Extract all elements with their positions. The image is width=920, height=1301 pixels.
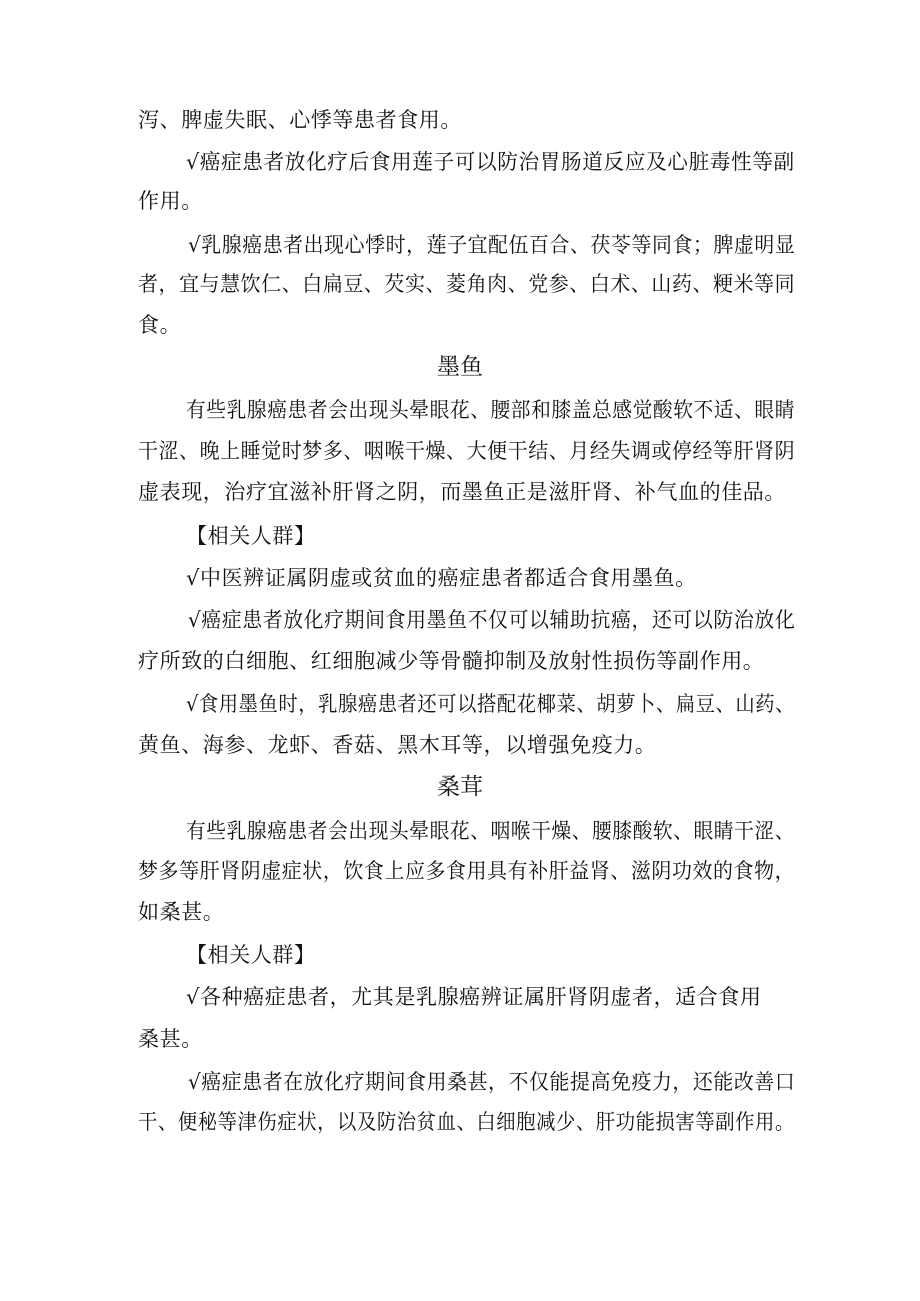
moyu-paragraph-line-3: 虚表现，治疗宜滋补肝肾之阴，而墨鱼正是滋肝肾、补气血的佳品。 xyxy=(138,480,786,504)
moyu-item-3-line-2: 黄鱼、海参、龙虾、香菇、黑木耳等，以增强免疫力。 xyxy=(138,733,657,757)
intro-line-3: 作用。 xyxy=(138,189,203,213)
sangren-item-1-line-2: 桑甚。 xyxy=(138,1027,203,1051)
intro-line-2: √癌症患者放化疗后食用莲子可以防治胃肠道反应及心脏毒性等副 xyxy=(186,150,795,174)
moyu-item-2-line-1: √癌症患者放化疗期间食用墨鱼不仅可以辅助抗癌，还可以防治放化 xyxy=(188,608,796,632)
section-title-sangren: 桑茸 xyxy=(437,774,483,800)
moyu-paragraph-line-1: 有些乳腺癌患者会出现头晕眼花、腰部和膝盖总感觉酸软不适、眼睛 xyxy=(186,398,795,422)
sangren-paragraph-line-2: 梦多等肝肾阴虚症状，饮食上应多食用具有补肝益肾、滋阴功效的食物， xyxy=(138,859,796,883)
sangren-item-1-line-1: √各种癌症患者，尤其是乳腺癌辨证属肝肾阴虚者，适合食用 xyxy=(186,985,762,1009)
section-title-moyu: 墨鱼 xyxy=(437,354,483,380)
moyu-item-3-line-1: √食用墨鱼时，乳腺癌患者还可以搭配花椰菜、胡萝卜、扁豆、山药、 xyxy=(186,692,795,716)
sangren-paragraph-line-3: 如桑甚。 xyxy=(138,900,225,924)
intro-line-1: 泻、脾虚失眠、心悸等患者食用。 xyxy=(138,108,462,132)
intro-line-5: 者，宜与慧饮仁、白扁豆、芡实、菱角肉、党参、白术、山药、粳米等同 xyxy=(138,272,796,296)
moyu-item-1: √中医辨证属阴虚或贫血的癌症患者都适合食用墨鱼。 xyxy=(186,566,697,590)
sangren-item-2-line-2: 干、便秘等津伤症状，以及防治贫血、白细胞减少、肝功能损害等副作用。 xyxy=(138,1110,795,1134)
sangren-item-2-line-1: √癌症患者在放化疗期间食用桑甚，不仅能提高免疫力，还能改善口 xyxy=(188,1070,796,1094)
moyu-item-2-line-2: 疗所致的白细胞、红细胞减少等骨髓抑制及放射性损伤等副作用。 xyxy=(138,649,765,673)
intro-line-4: √乳腺癌患者出现心悸时，莲子宜配伍百合、茯苓等同食；脾虚明显 xyxy=(188,233,796,257)
sangren-paragraph-line-1: 有些乳腺癌患者会出现头晕眼花、咽喉干燥、腰膝酸软、眼睛干涩、 xyxy=(186,819,795,843)
sangren-related-label: 【相关人群】 xyxy=(186,943,316,967)
moyu-paragraph-line-2: 干涩、晚上睡觉时梦多、咽喉干燥、大便干结、月经失调或停经等肝肾阴 xyxy=(138,439,796,463)
moyu-related-label: 【相关人群】 xyxy=(186,524,316,548)
intro-line-6: 食。 xyxy=(138,313,182,337)
